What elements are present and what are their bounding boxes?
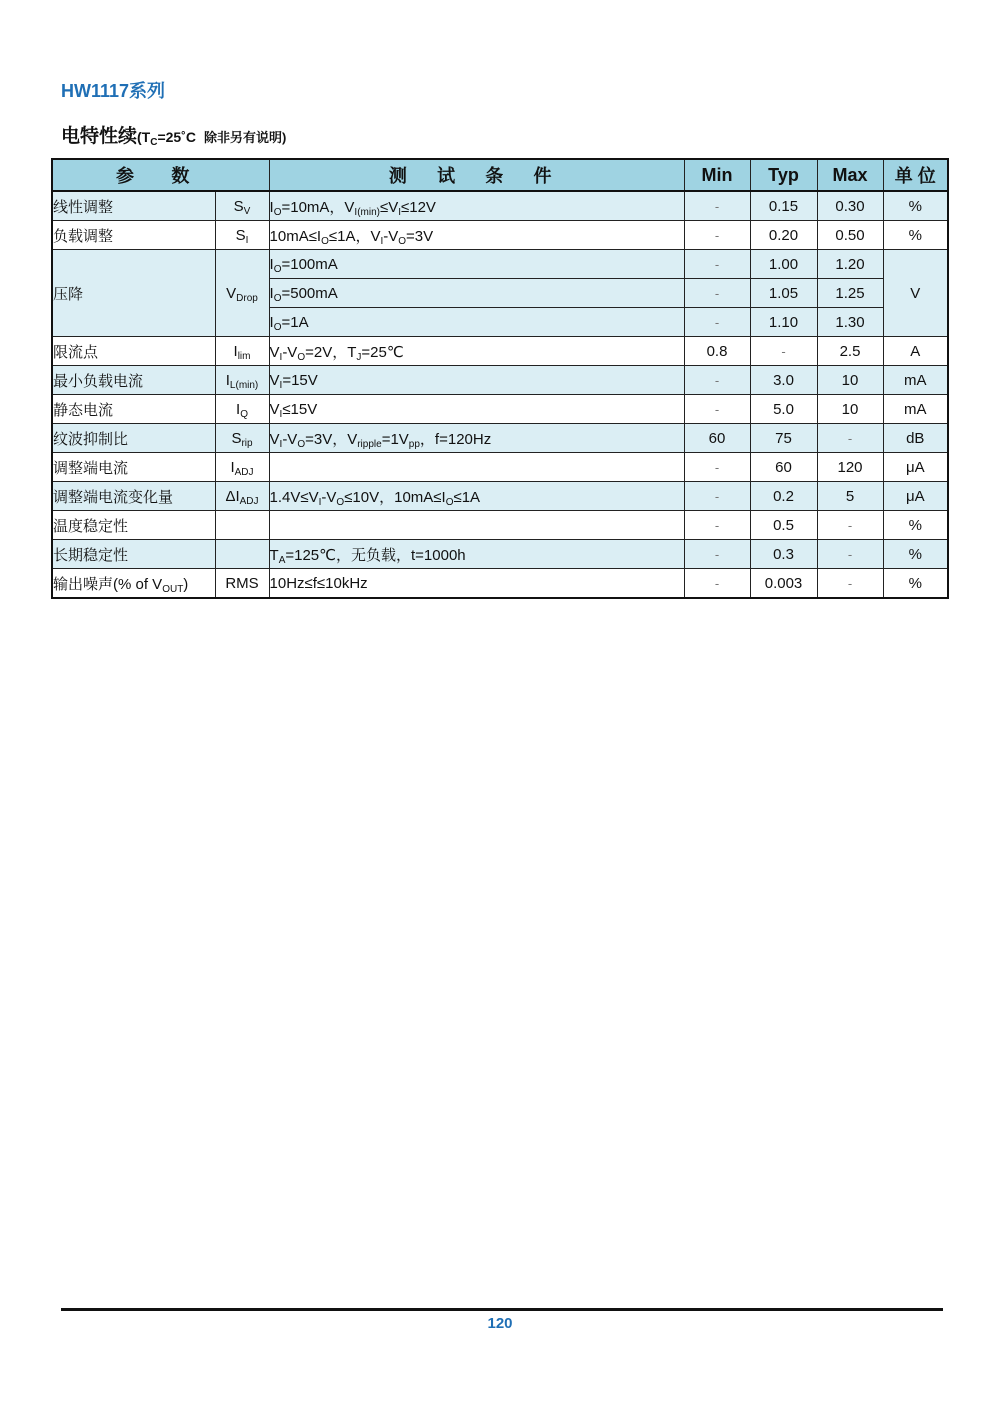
- min-value: -: [684, 250, 750, 279]
- cond-rest: =25˚C: [157, 129, 196, 145]
- unit-value: A: [883, 337, 948, 366]
- typ-value: 0.2: [750, 482, 817, 511]
- table-row: [52, 482, 948, 511]
- header-min: Min: [684, 159, 750, 191]
- unit-value: μA: [883, 453, 948, 482]
- max-value: -: [817, 540, 883, 569]
- test-condition: $T_A=125℃$，无负载，t=1000h: [269, 540, 684, 569]
- unit-value: V: [883, 250, 948, 337]
- param-symbol: [215, 511, 269, 540]
- param-name: 温度稳定性: [52, 511, 215, 540]
- table-row: [52, 424, 948, 453]
- header-typ: Typ: [750, 159, 817, 191]
- section-title-text: 电特性续: [61, 126, 138, 147]
- unit-value: %: [883, 511, 948, 540]
- min-value: -: [684, 221, 750, 250]
- min-value: -: [684, 482, 750, 511]
- param-symbol: $I_Q$: [215, 395, 269, 424]
- max-value: 10: [817, 395, 883, 424]
- max-value: 1.25: [817, 279, 883, 308]
- param-symbol: $I_{L(min)}$: [215, 366, 269, 395]
- header-param: 参 数: [52, 159, 269, 191]
- test-condition: $10mA\le I_O\le 1A$，$V_I-V_O=3V$: [269, 221, 684, 250]
- table-row: [52, 511, 948, 540]
- min-value: -: [684, 453, 750, 482]
- param-symbol: $V_{Drop}$: [215, 250, 269, 337]
- min-value: -: [684, 279, 750, 308]
- header-condition: 测 试 条 件: [269, 159, 684, 191]
- header-max: Max: [817, 159, 883, 191]
- table-row: [52, 540, 948, 569]
- min-value: -: [684, 395, 750, 424]
- unit-value: μA: [883, 482, 948, 511]
- unit-value: %: [883, 569, 948, 599]
- test-condition: $V_I=15V$: [269, 366, 684, 395]
- cond-sub: C: [150, 137, 158, 148]
- table-row: [52, 453, 948, 482]
- table-header-row: [52, 159, 948, 191]
- test-condition: 10Hz≤f≤10kHz: [269, 569, 684, 599]
- typ-value: 0.003: [750, 569, 817, 599]
- min-value: -: [684, 191, 750, 221]
- test-condition: $I_O=100mA$: [269, 250, 684, 279]
- test-condition: [269, 511, 684, 540]
- param-symbol: $I_{lim}$: [215, 337, 269, 366]
- typ-value: 0.3: [750, 540, 817, 569]
- max-value: 1.30: [817, 308, 883, 337]
- param-symbol: RMS: [215, 569, 269, 599]
- footer-divider: [61, 1308, 943, 1311]
- typ-value: 75: [750, 424, 817, 453]
- test-condition: $I_O=1A$: [269, 308, 684, 337]
- param-name: 纹波抑制比: [52, 424, 215, 453]
- param-name: 负载调整: [52, 221, 215, 250]
- param-name: 最小负载电流: [52, 366, 215, 395]
- header-unit: 单 位: [883, 159, 948, 191]
- min-value: -: [684, 366, 750, 395]
- param-symbol: $S_{rip}$: [215, 424, 269, 453]
- max-value: 1.20: [817, 250, 883, 279]
- min-value: -: [684, 569, 750, 599]
- test-condition: $I_O=10mA$，$V_{I(min)}\le V_I\le 12V$: [269, 191, 684, 221]
- test-condition: $V_I\le 15V$: [269, 395, 684, 424]
- typ-value: 0.15: [750, 191, 817, 221]
- unit-value: %: [883, 191, 948, 221]
- param-name: 调整端电流变化量: [52, 482, 215, 511]
- unit-value: mA: [883, 395, 948, 424]
- param-name: 线性调整: [52, 191, 215, 221]
- unit-value: %: [883, 221, 948, 250]
- param-symbol: $\Delta I_{ADJ}$: [215, 482, 269, 511]
- max-value: 0.50: [817, 221, 883, 250]
- section-title: [61, 121, 286, 148]
- test-condition: $V_I-V_O=2V$，$T_J=25℃$: [269, 337, 684, 366]
- param-symbol: $S_I$: [215, 221, 269, 250]
- test-condition: $V_I-V_O=3V$，$V_{ripple}=1V_{pp}$，f=120Hz: [269, 424, 684, 453]
- table-row: [52, 569, 948, 599]
- section-condition: [137, 129, 196, 148]
- min-value: -: [684, 540, 750, 569]
- unit-value: %: [883, 540, 948, 569]
- max-value: 2.5: [817, 337, 883, 366]
- test-condition: $I_O=500mA$: [269, 279, 684, 308]
- typ-value: 0.20: [750, 221, 817, 250]
- typ-value: 60: [750, 453, 817, 482]
- typ-value: -: [750, 337, 817, 366]
- param-symbol: $I_{ADJ}$: [215, 453, 269, 482]
- param-name: 静态电流: [52, 395, 215, 424]
- section-note: 除非另有说明): [204, 130, 287, 145]
- max-value: -: [817, 569, 883, 599]
- max-value: -: [817, 511, 883, 540]
- min-value: 0.8: [684, 337, 750, 366]
- param-name: 压降: [52, 250, 215, 337]
- param-name: 调整端电流: [52, 453, 215, 482]
- param-name: 长期稳定性: [52, 540, 215, 569]
- cond-prefix: (T: [137, 129, 151, 145]
- max-value: -: [817, 424, 883, 453]
- typ-value: 0.5: [750, 511, 817, 540]
- electrical-characteristics-table: [51, 158, 949, 599]
- min-value: -: [684, 308, 750, 337]
- unit-value: dB: [883, 424, 948, 453]
- table-row: [52, 250, 948, 279]
- typ-value: 1.10: [750, 308, 817, 337]
- typ-value: 1.05: [750, 279, 817, 308]
- unit-value: mA: [883, 366, 948, 395]
- param-name: 限流点: [52, 337, 215, 366]
- series-title: HW1117系列: [61, 81, 166, 101]
- typ-value: 5.0: [750, 395, 817, 424]
- table-row: [52, 337, 948, 366]
- test-condition: [269, 453, 684, 482]
- table-row: [52, 221, 948, 250]
- param-symbol: [215, 540, 269, 569]
- max-value: 120: [817, 453, 883, 482]
- table-row: [52, 366, 948, 395]
- max-value: 0.30: [817, 191, 883, 221]
- typ-value: 3.0: [750, 366, 817, 395]
- max-value: 5: [817, 482, 883, 511]
- test-condition: $1.4V\le V_I-V_O\le 10V$，$10mA\le I_O\le 1A$: [269, 482, 684, 511]
- max-value: 10: [817, 366, 883, 395]
- param-symbol: $S_V$: [215, 191, 269, 221]
- typ-value: 1.00: [750, 250, 817, 279]
- min-value: -: [684, 511, 750, 540]
- page-number: 120: [487, 1315, 513, 1332]
- param-name: 输出噪声(% of $V_{OUT}$): [52, 569, 215, 599]
- min-value: 60: [684, 424, 750, 453]
- table-row: [52, 191, 948, 221]
- table-row: [52, 395, 948, 424]
